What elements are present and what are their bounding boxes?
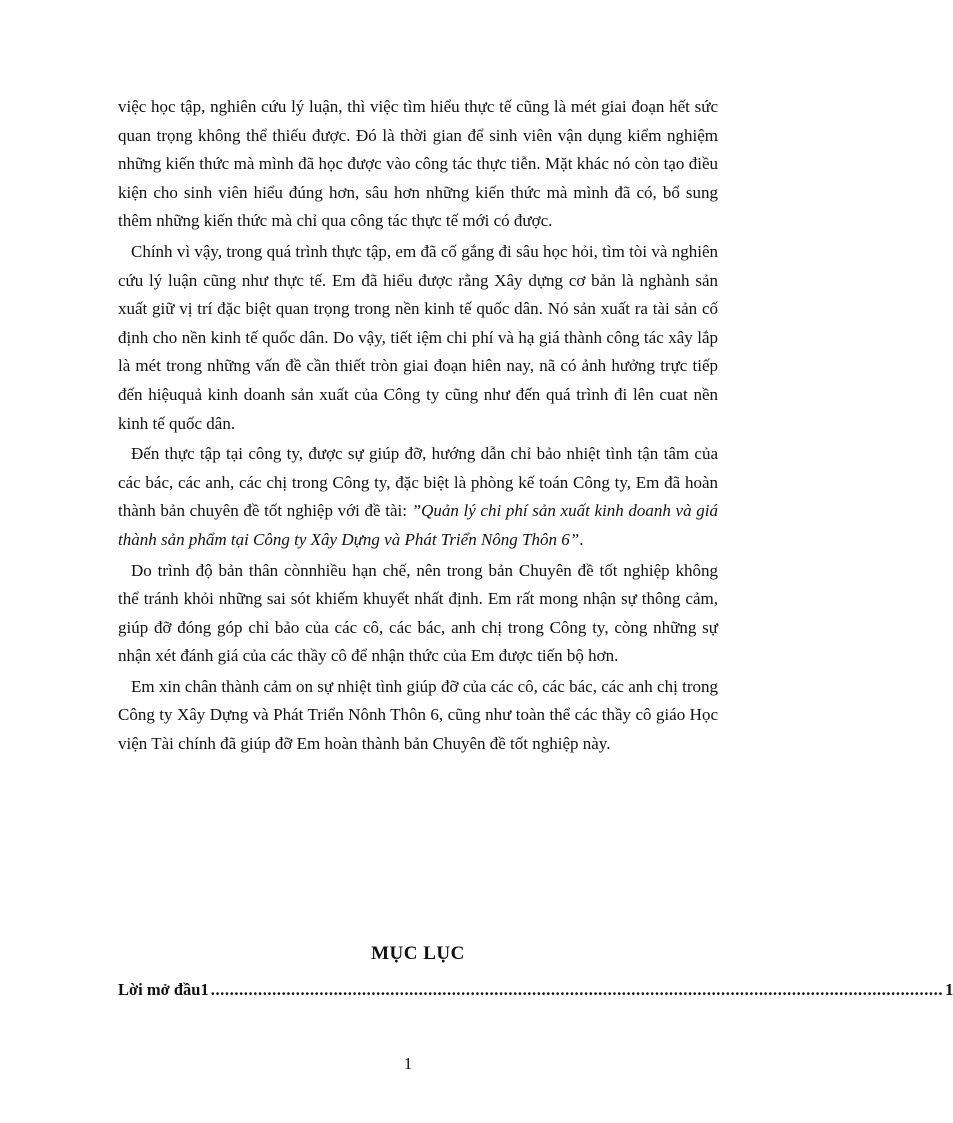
paragraph-3-end: .	[579, 529, 584, 549]
paragraph-2: Chính vì vậy, trong quá trình thực tập, em đã cố gắng đi sâu học hỏi, tìm tòi và nghiên cứu lý luận cũng như thực tế. Em đã hiểu được rằng Xây dựng cơ bản là nghành sản xuất giữ vị trí đặc biệt quan trọng trong nền kinh tế quốc dân. Nó sản xuất ra tài sản cố định cho nền kinh tế quốc dân. Do vậy, tiết iệm chi phí và hạ giá thành công tác xây lắp là mét trong những vấn đề cần thiết tròn giai đoạn hiên nay, nã có ảnh hưởng trực tiếp đến hiệuquả kinh doanh sản xuất của Công ty cũng như đến quá trình đi lên cuat nền kinh tế quốc dân.	[118, 241, 718, 433]
paragraph-3	[118, 440, 718, 554]
thesis-title: ”Quản lý chi phí sản xuất kinh doanh và giá thành sản phẩm tại Công ty Xây Dựng và Phát Triển Nông Thôn 6”	[118, 501, 718, 549]
page-number: 1	[403, 1054, 413, 1073]
toc-entry[interactable]	[118, 980, 953, 1000]
paragraph-5: Em xin chân thành cảm on sự nhiệt tình giúp đỡ của các cô, các bác, các anh chị trong Công ty Xây Dựng và Phát Triển Nônh Thôn 6, cũng như toàn thể các thầy cô giáo Học viện Tài chính đã giúp đỡ Em hoàn thành bản Chuyên đề tốt nghiệp này.	[118, 676, 718, 754]
toc-entry-label: Lời mở đầu1	[118, 980, 209, 999]
toc-entry-leader: ...........................................................................................................................................................	[210, 980, 944, 999]
document-page	[118, 93, 953, 999]
paragraph-3-lead: Đến thực tập tại công ty, được sự giúp đỡ, hướng dẫn chỉ bảo nhiệt tình tận tâm của các bác, các anh, các chị trong Công ty, đặc biệt là phòng kế toán Công ty, Em đã hoàn thành bản chuyên đề tốt nghiệp với đề tài:	[118, 444, 718, 521]
paragraph-1: việc học tập, nghiên cứu lý luận, thì việc tìm hiểu thực tế cũng là mét giai đoạn hết sức quan trọng không thể thiếu được. Đó là thời gian để sinh viên vận dụng kiểm nghiệm những kiến thức mà mình đã học được vào công tác thực tiễn. Mặt khác nó còn tạo điều kiện cho sinh viên hiểu đúng hơn, sâu hơn những kiến thức mà mình đã có, bổ sung thêm những kiến thức mà chỉ qua công tác thực tế mới có được.	[118, 97, 718, 231]
toc-entry-page: 1	[945, 980, 953, 999]
paragraph-4: Do trình độ bản thân cònnhiều hạn chế, nên trong bản Chuyên đề tốt nghiệp không thể tránh khỏi những sai sót khiếm khuyết nhất định. Em rất mong nhận sự thông cảm, giúp đỡ đóng góp chỉ bảo của các cô, các bác, anh chị trong Công ty, còng những sự nhận xét đánh giá của các thầy cô để nhận thức của Em được tiến bộ hơn.	[118, 560, 718, 666]
toc-title: MỤC LỤC	[371, 943, 465, 964]
